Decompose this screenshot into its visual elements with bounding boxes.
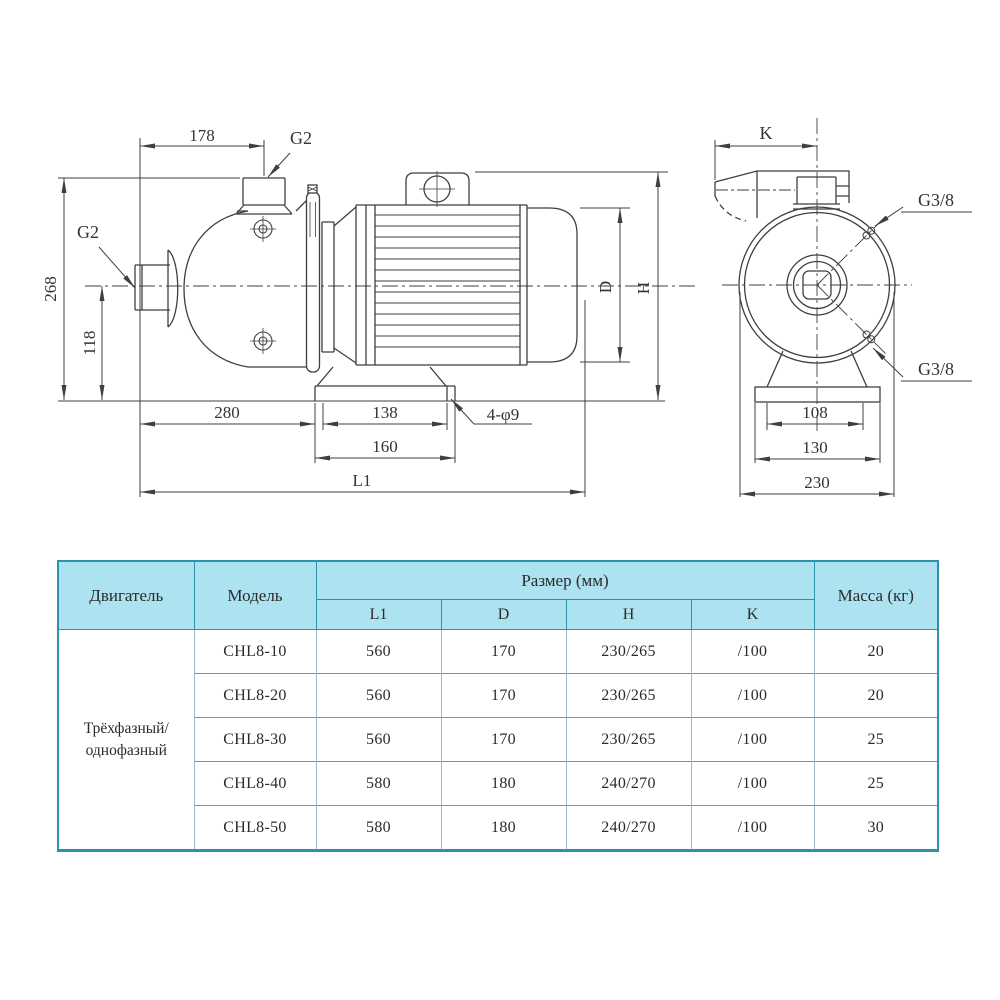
header-h: H	[566, 600, 691, 630]
g38-top-label: G3/8	[918, 190, 954, 210]
h-cell: 230/265	[566, 718, 691, 762]
h-cell: 240/270	[566, 806, 691, 851]
header-size-group: Размер (мм)	[316, 561, 814, 600]
mass-cell: 20	[814, 630, 938, 674]
motor-type-line1: Трёхфазный/	[83, 719, 169, 737]
d-cell: 180	[441, 806, 566, 851]
model-cell: CHL8-40	[194, 762, 316, 806]
motor-type-cell	[58, 630, 194, 851]
dim-160: 160	[372, 437, 398, 456]
k-cell: /100	[691, 806, 814, 851]
front-view	[715, 118, 912, 434]
model-cell: CHL8-30	[194, 718, 316, 762]
l1-cell: 560	[316, 674, 441, 718]
g38-bottom-label: G3/8	[918, 359, 954, 379]
h-cell: 240/270	[566, 762, 691, 806]
model-cell: CHL8-50	[194, 806, 316, 851]
l1-cell: 560	[316, 718, 441, 762]
model-cell: CHL8-10	[194, 630, 316, 674]
l1-cell: 580	[316, 806, 441, 851]
dim-d: D	[596, 280, 615, 294]
h-cell: 230/265	[566, 674, 691, 718]
dim-280: 280	[214, 403, 240, 422]
header-l1: L1	[316, 600, 441, 630]
dim-k: K	[759, 123, 773, 143]
model-cell: CHL8-20	[194, 674, 316, 718]
k-cell: /100	[691, 718, 814, 762]
dim-178: 178	[189, 126, 215, 145]
side-view-labels	[41, 126, 653, 490]
dim-230: 230	[804, 473, 830, 492]
dim-138: 138	[372, 403, 398, 422]
k-cell: /100	[691, 674, 814, 718]
dim-l1: L1	[352, 471, 372, 490]
header-d: D	[441, 600, 566, 630]
mass-cell: 25	[814, 718, 938, 762]
table-row	[58, 630, 938, 674]
dim-268: 268	[41, 276, 60, 302]
l1-cell: 580	[316, 762, 441, 806]
holes-label: 4-φ9	[486, 405, 520, 424]
g2-left-label: G2	[77, 222, 99, 242]
g2-top-label: G2	[290, 128, 312, 148]
motor-type-line2: однофазный	[85, 741, 167, 759]
front-view-labels	[760, 123, 955, 492]
d-cell: 180	[441, 762, 566, 806]
header-k: K	[691, 600, 814, 630]
d-cell: 170	[441, 630, 566, 674]
mass-cell: 20	[814, 674, 938, 718]
dim-118: 118	[80, 330, 99, 356]
h-cell: 230/265	[566, 630, 691, 674]
d-cell: 170	[441, 718, 566, 762]
mass-cell: 25	[814, 762, 938, 806]
header-motor: Двигатель	[58, 561, 194, 630]
header-mass: Масса (кг)	[814, 561, 938, 630]
l1-cell: 560	[316, 630, 441, 674]
k-cell: /100	[691, 630, 814, 674]
d-cell: 170	[441, 674, 566, 718]
dim-130: 130	[802, 438, 828, 457]
dim-h: H	[634, 281, 653, 295]
dimensions-table	[57, 560, 939, 852]
mass-cell: 30	[814, 806, 938, 851]
header-model: Модель	[194, 561, 316, 630]
k-cell: /100	[691, 762, 814, 806]
dim-108: 108	[802, 403, 828, 422]
